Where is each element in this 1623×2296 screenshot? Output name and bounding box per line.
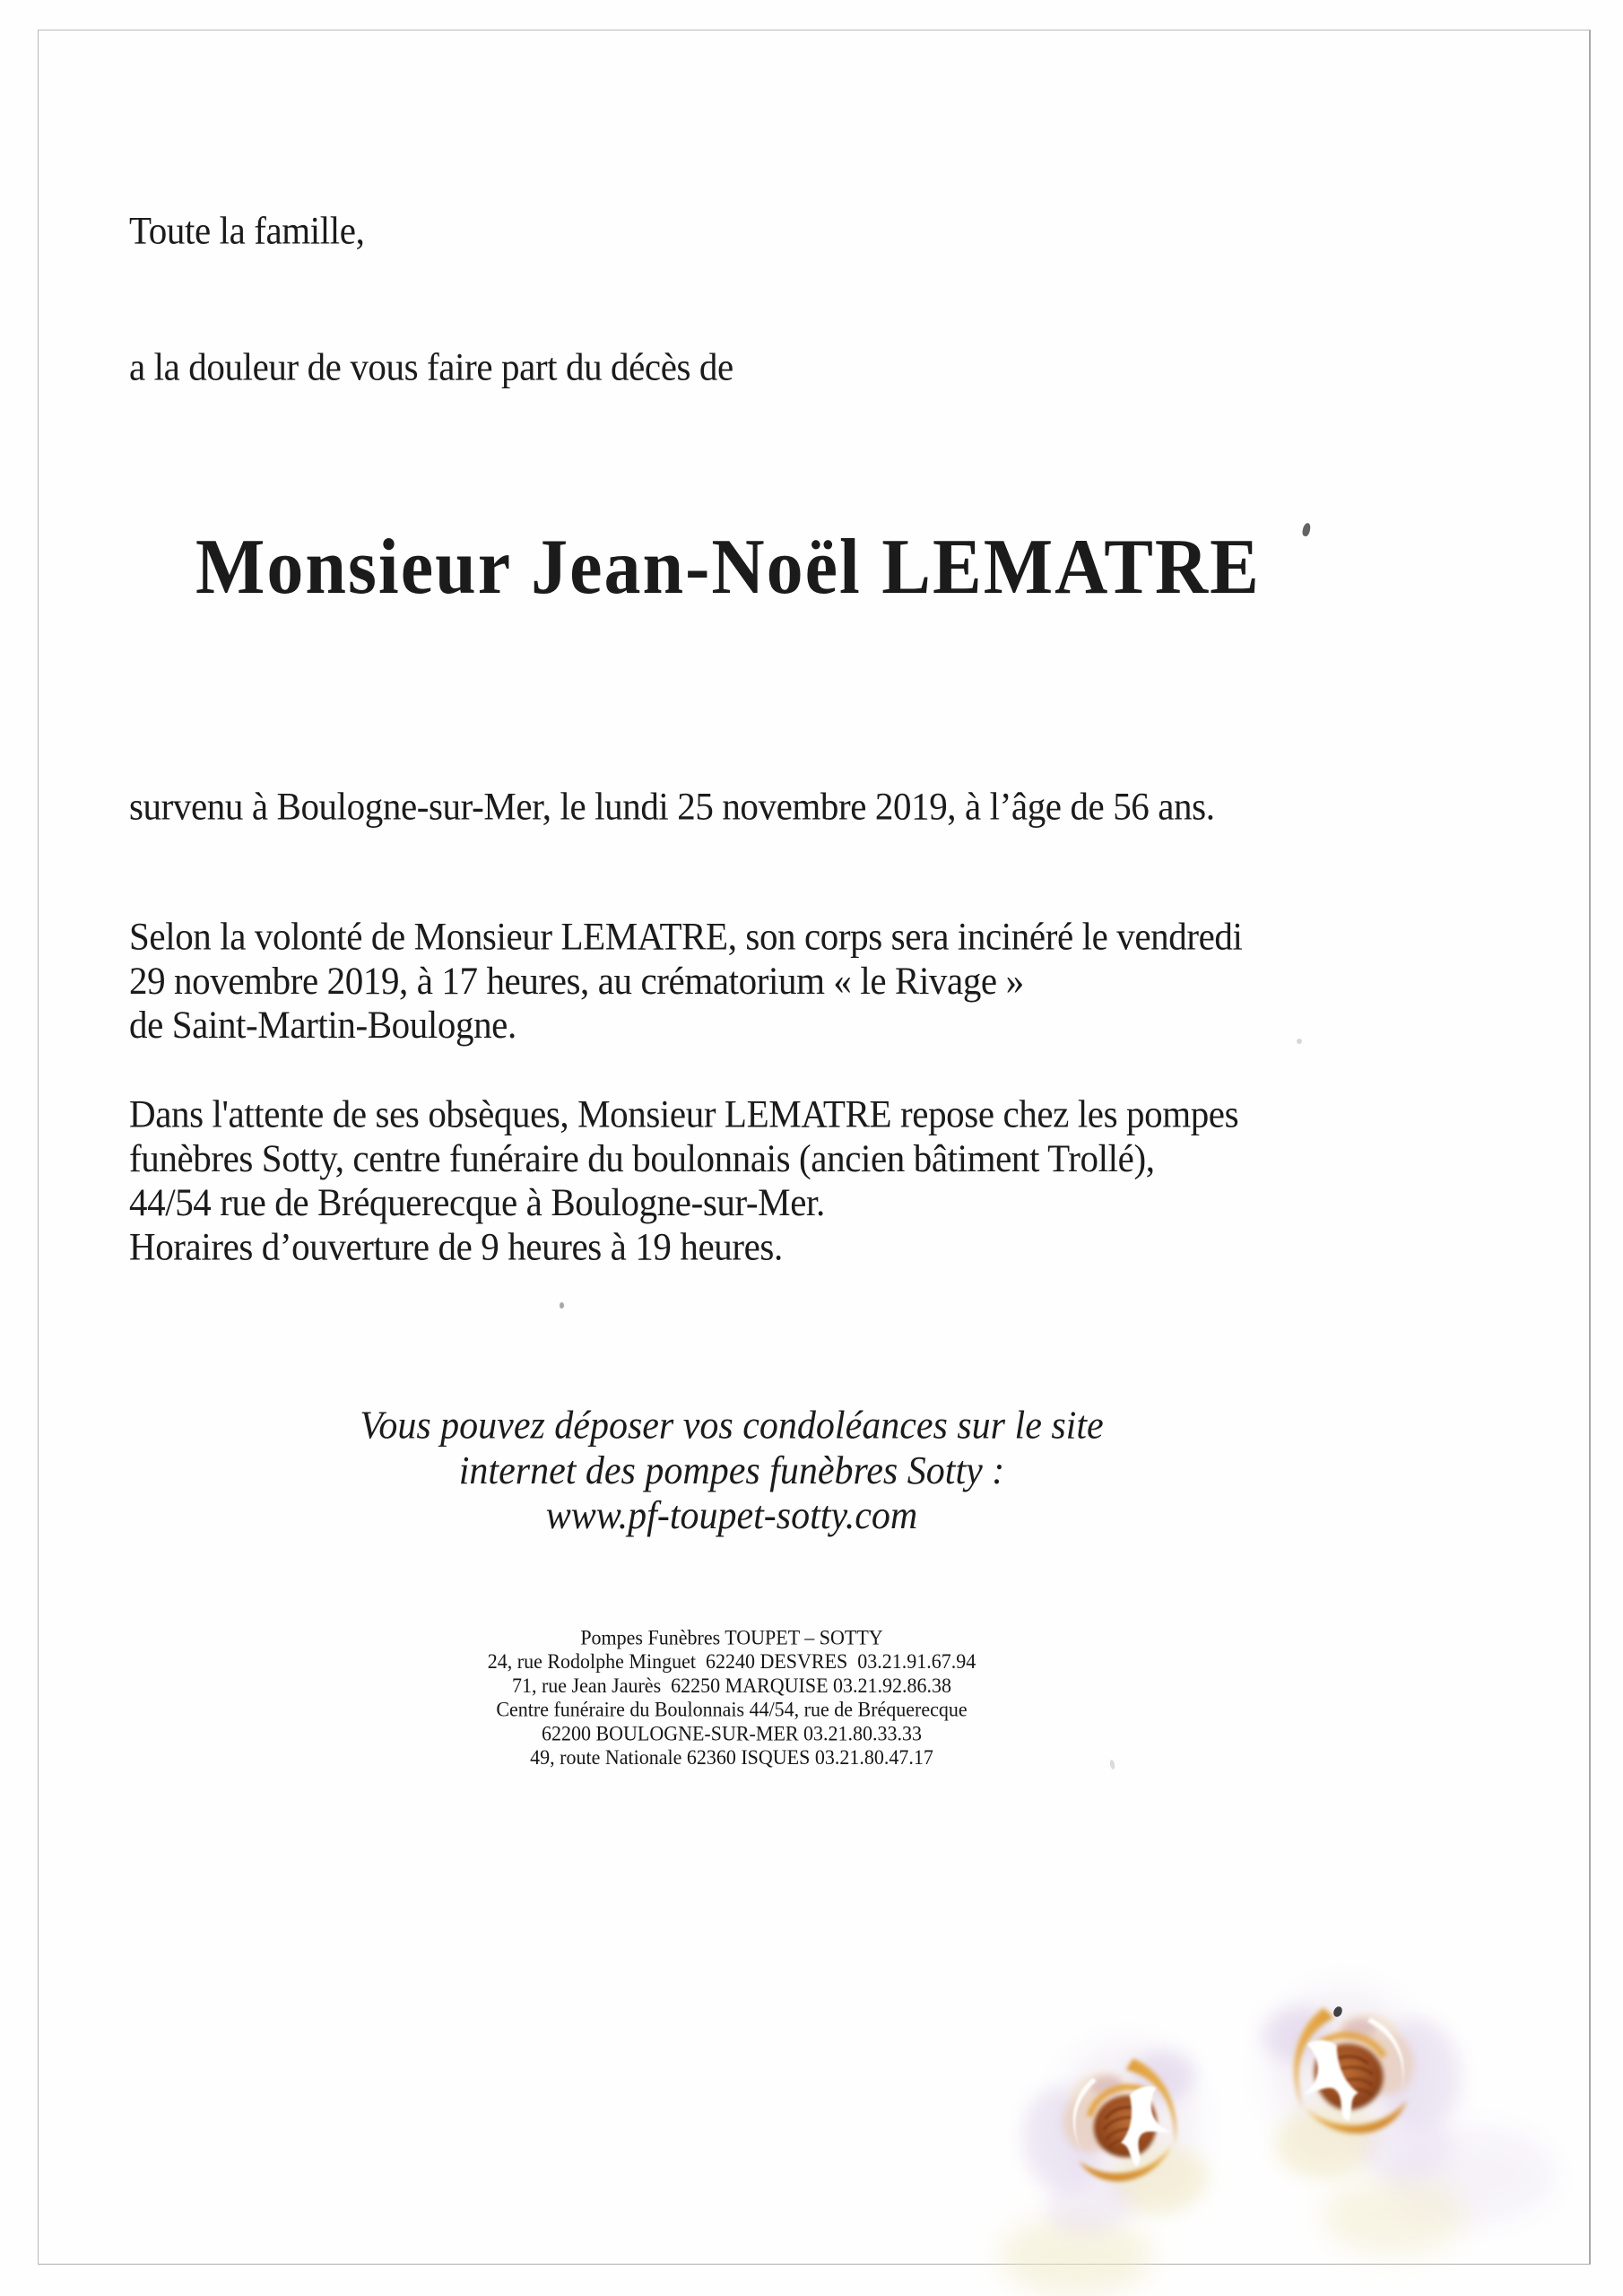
scan-artifact-speck [1297,1039,1302,1044]
cremation-line: de Saint-Martin-Boulogne. [129,1002,516,1047]
announcement-text: a la douleur de vous faire part du décès de [129,344,733,389]
repose-line: Dans l'attente de ses obsèques, Monsieur LEMATRE repose chez les pompes [129,1091,1239,1136]
cremation-line: Selon la volonté de Monsieur LEMATRE, son corps sera incinéré le vendredi [129,914,1243,959]
repose-paragraph [129,1091,1238,1268]
condolences-paragraph [54,1404,1410,1539]
funeral-home-location: 49, route Nationale 62360 ISQUES 03.21.80.47.17 [530,1744,933,1770]
repose-line: 44/54 rue de Bréquerecque à Boulogne-sur-Mer. [129,1179,825,1224]
orchid-flowers-illustration [968,1946,1596,2296]
funeral-home-location: Centre funéraire du Boulonnais 44/54, rue de Bréquerecque [496,1697,968,1721]
funeral-home-location: 71, rue Jean Jaurès 62250 MARQUISE 03.21.92.86.38 [511,1673,952,1698]
condolences-line: internet des pompes funèbres Sotty : [458,1448,1005,1493]
condolences-website: www.pf-toupet-sotty.com [545,1493,918,1538]
deceased-name-title: Monsieur Jean-Noël LEMATRE [195,522,1261,611]
repose-line: Horaires d’ouverture de 9 heures à 19 heures. [129,1223,783,1268]
salutation-text: Toute la famille, [129,208,365,253]
death-details-text: survenu à Boulogne-sur-Mer, le lundi 25 novembre 2019, à l’âge de 56 ans. [129,784,1215,829]
cremation-line: 29 novembre 2019, à 17 heures, au crématorium « le Rivage » [129,958,1024,1003]
cremation-paragraph [129,914,1242,1047]
funeral-home-name: Pompes Funèbres TOUPET – SOTTY [580,1625,883,1649]
repose-line: funèbres Sotty, centre funéraire du boulonnais (ancien bâtiment Trollé), [129,1135,1155,1180]
funeral-home-location: 62200 BOULOGNE-SUR-MER 03.21.80.33.33 [541,1721,923,1745]
funeral-home-footer [54,1625,1410,1770]
funeral-home-location: 24, rue Rodolphe Minguet 62240 DESVRES 03.21.91.67.94 [487,1648,976,1674]
condolences-line: Vous pouvez déposer vos condoléances sur le site [360,1404,1104,1448]
scan-artifact-speck [560,1302,564,1309]
